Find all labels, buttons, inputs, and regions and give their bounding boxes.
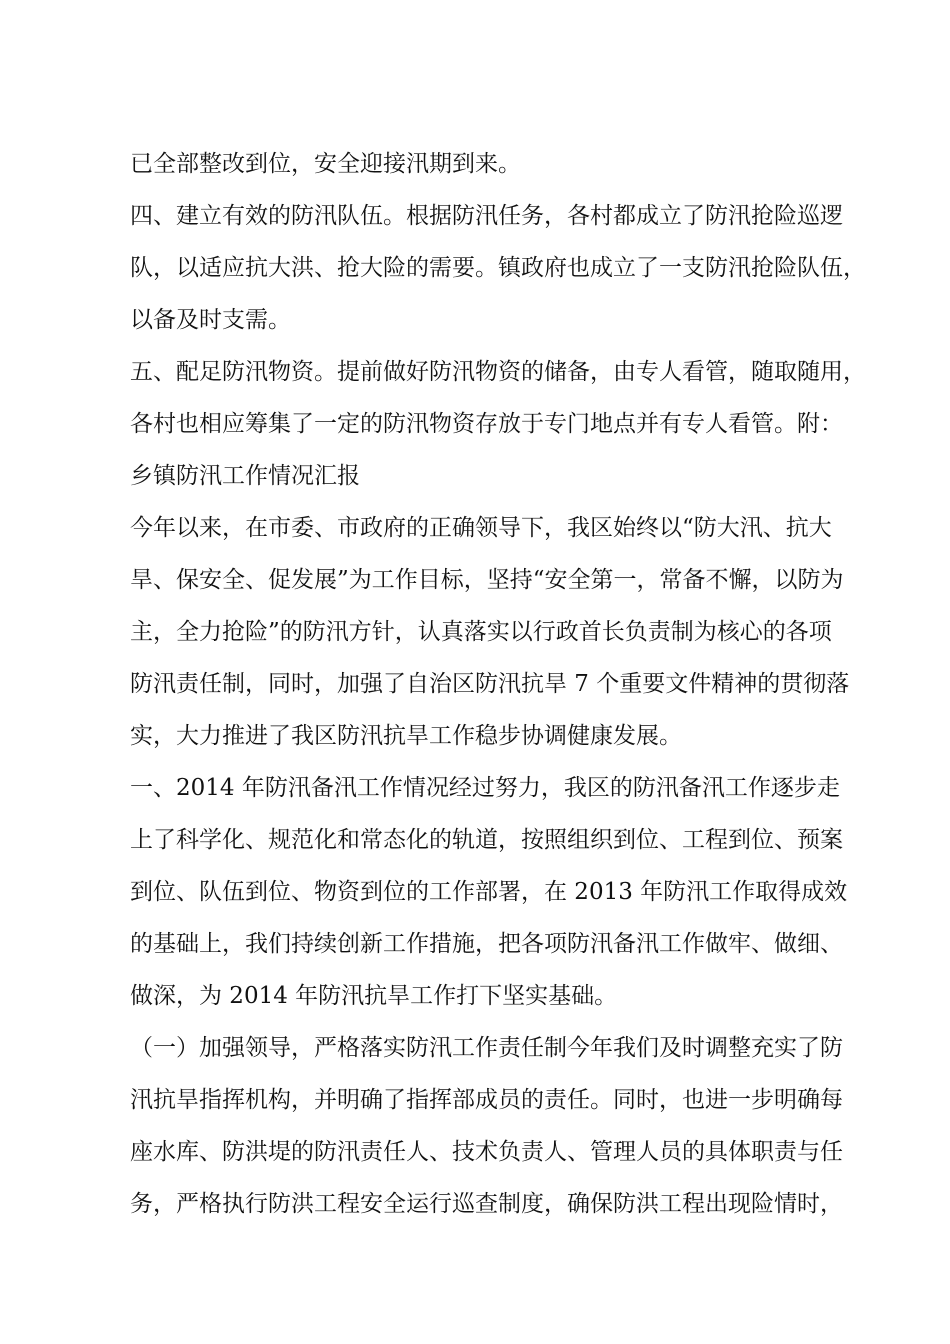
text-line-19: 汛抗旱指挥机构，并明确了指挥部成员的责任。同时，也进一步明确每	[130, 1087, 843, 1113]
text-line-8: 今年以来，在市委、市政府的正确领导下，我区始终以“防大汛、抗大	[130, 515, 832, 541]
text-line-4: 以备及时支需。	[130, 307, 291, 333]
text-line-17: 做深，为 2014 年防汛抗旱工作打下坚实基础。	[130, 983, 618, 1009]
text-line-6: 各村也相应筹集了一定的防汛物资存放于专门地点并有专人看管。附：	[130, 411, 843, 437]
text-line-15: 到位、队伍到位、物资到位的工作部署，在 2013 年防汛工作取得成效	[130, 879, 848, 905]
text-line-16: 的基础上，我们持续创新工作措施，把各项防汛备汛工作做牢、做细、	[130, 931, 843, 957]
text-line-9: 旱、保安全、促发展”为工作目标，坚持“安全第一，常备不懈，以防为	[130, 567, 844, 593]
body-text	[130, 138, 866, 1230]
text-line-3: 队，以适应抗大洪、抢大险的需要。镇政府也成立了一支防汛抢险队伍，	[130, 255, 866, 281]
text-line-21: 务，严格执行防洪工程安全运行巡查制度，确保防洪工程出现险情时，	[130, 1191, 843, 1217]
text-line-18: （一）加强领导，严格落实防汛工作责任制今年我们及时调整充实了防	[130, 1035, 843, 1061]
text-line-13: 一、2014 年防汛备汛工作情况经过努力，我区的防汛备汛工作逐步走	[130, 775, 840, 801]
text-line-12: 实，大力推进了我区防汛抗旱工作稳步协调健康发展。	[130, 723, 682, 749]
text-line-10: 主，全力抢险”的防汛方针，认真落实以行政首长负责制为核心的各项	[130, 619, 832, 645]
text-line-1: 已全部整改到位，安全迎接汛期到来。	[130, 151, 521, 177]
text-line-2: 四、建立有效的防汛队伍。根据防汛任务，各村都成立了防汛抢险巡逻	[130, 203, 843, 229]
text-line-14: 上了科学化、规范化和常态化的轨道，按照组织到位、工程到位、预案	[130, 827, 843, 853]
text-line-7: 乡镇防汛工作情况汇报	[130, 463, 360, 489]
text-line-20: 座水库、防洪堤的防汛责任人、技术负责人、管理人员的具体职责与任	[130, 1139, 843, 1165]
text-line-11: 防汛责任制，同时，加强了自治区防汛抗旱 7 个重要文件精神的贯彻落	[130, 671, 850, 697]
text-line-5: 五、配足防汛物资。提前做好防汛物资的储备，由专人看管，随取随用，	[130, 359, 866, 385]
